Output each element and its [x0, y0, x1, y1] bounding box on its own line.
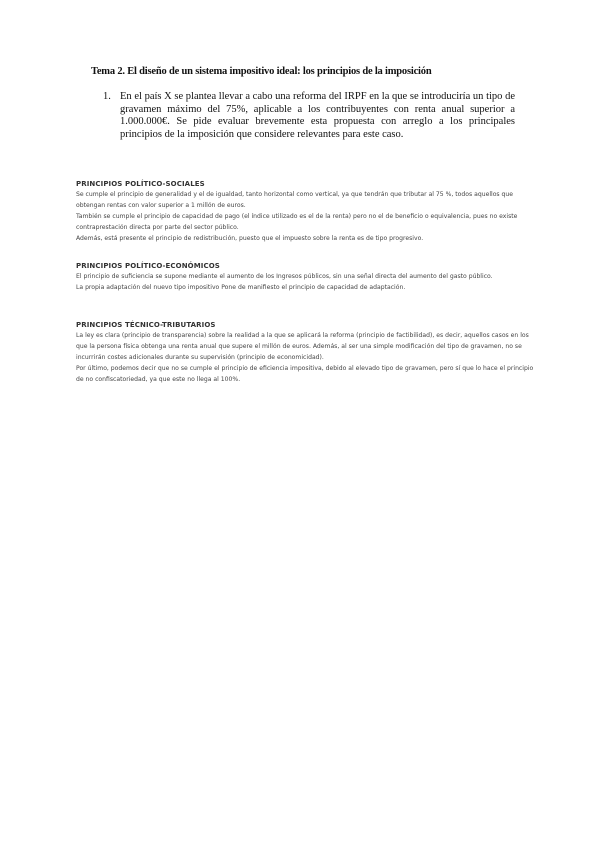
paragraph: También se cumple el principio de capacidad de pago (el índice utilizado es el de la renta) pero no el de beneficio o equivalencia, pues no existe contraprestación directa por parte del sector público.: [76, 212, 518, 231]
paragraph: La propia adaptación del nuevo tipo impositivo Pone de manifiesto el principio de capacidad de adaptación.: [76, 283, 406, 291]
question-item: [103, 91, 515, 141]
paragraph: Además, está presente el principio de redistribución, puesto que el impuesto sobre la renta es de tipo progresivo.: [76, 234, 424, 242]
paragraph: Se cumple el principio de generalidad y el de igualdad, tanto horizontal como vertical, ya que tendrán que tributar al 75 %, todos aquellos que obtengan rentas con valor superior a 1 millón de euros.: [76, 191, 514, 209]
paragraph: El principio de suficiencia se supone mediante el aumento de los Ingresos públicos, sin una señal directa del aumento del gasto público.: [76, 273, 493, 280]
section-heading: PRINCIPIOS TÉCNICO-TRIBUTARIOS: [76, 321, 216, 329]
section-politico-sociales: [76, 180, 538, 245]
question-number: 1.: [103, 91, 111, 102]
section-heading: PRINCIPIOS POLÍTICO-SOCIALES: [76, 180, 205, 188]
section-tecnico-tributarios: [76, 321, 538, 386]
document-title: Tema 2. El diseño de un sistema impositivo ideal: los principios de la imposición: [91, 66, 432, 77]
question-text: En el país X se plantea llevar a cabo una reforma del IRPF en la que se introduciría un tipo de gravamen máximo del 75%, aplicable a los contribuyentes con renta anual superior a 1.000.000€. Se pide evaluar brevemente esta propuesta con arreglo a los principales principios de la imposición que considere relevantes para este caso.: [120, 91, 515, 140]
section-heading: PRINCIPIOS POLÍTICO-ECONÓMICOS: [76, 262, 220, 270]
paragraph: La ley es clara (principio de transparencia) sobre la realidad a la que se aplicará la reforma (principio de factibilidad), es decir, aquellos casos en los que la persona física obtenga una renta anual que supere el millón de euros. Además, al ser una simple modificación del tipo de gravamen, no se incurrirán costes adicionales durante su supervisión (principio de economicidad).: [76, 332, 529, 361]
section-politico-economicos: [76, 262, 538, 294]
paragraph: Por último, podemos decir que no se cumple el principio de eficiencia impositiva, debido al elevado tipo de gravamen, pero sí que lo hace el principio de no confiscatoriedad, ya que este no llega al 100%.: [76, 364, 534, 383]
